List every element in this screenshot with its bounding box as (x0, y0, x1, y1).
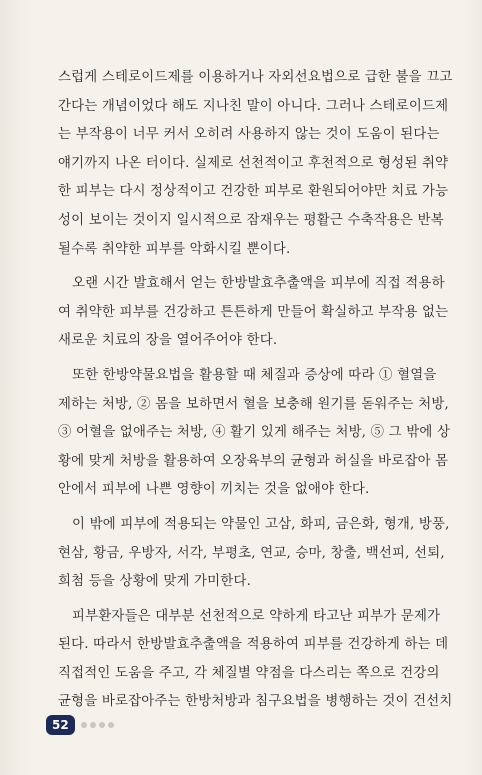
text-line: 균형을 바로잡아주는 한방처방과 침구요법을 병행하는 것이 건선치 (58, 694, 453, 710)
text-line: 한 피부는 다시 정상적이고 건강한 피부로 환원되어야만 치료 가능 (58, 184, 449, 200)
decorative-dots-icon (81, 722, 114, 728)
text-line: 여 취약한 피부를 건강하고 튼튼하게 만들어 확실하고 부작용 없는 (58, 304, 449, 320)
paragraph-5 (58, 603, 453, 717)
text-line: 희첨 등을 상황에 맞게 가미한다. (58, 574, 252, 590)
text-line: 될수록 취약한 피부를 악화시킬 뿐이다. (58, 241, 291, 257)
body-text (58, 64, 453, 723)
text-line: 스럽게 스테로이드제를 이용하거나 자외선요법으로 급한 불을 끄고 (58, 70, 453, 85)
text-line: 제하는 처방, ② 몸을 보하면서 혈을 보충해 원기를 돋워주는 처방, (58, 396, 449, 412)
text-line: 직접적인 도움을 주고, 각 체질별 약점을 다스리는 쪽으로 건강의 (58, 665, 440, 681)
text-line: ③ 어혈을 없애주는 처방, ④ 활기 있게 해주는 처방, ⑤ 그 밖에 상 (58, 425, 451, 441)
paragraph-4 (58, 511, 450, 597)
text-line: 간다는 개념이었다 해도 지나친 말이 아니다. 그러나 스테로이드제 (58, 98, 449, 114)
paragraph-3 (58, 362, 451, 505)
text-line: 이 밖에 피부에 적용되는 약물인 고삼, 화피, 금은화, 형개, 방풍, (72, 516, 450, 532)
text-line: 안에서 피부에 나쁜 영향이 끼치는 것을 없애야 한다. (58, 482, 370, 498)
text-line: 피부환자들은 대부분 선천적으로 약하게 타고난 피부가 문제가 (72, 608, 441, 624)
page-number: 52 (46, 715, 75, 735)
text-line: 현삼, 황금, 우방자, 서각, 부평초, 연교, 승마, 창출, 백선피, 선퇴, (58, 545, 445, 561)
text-line: 는 부작용이 너무 커서 오히려 사용하지 않는 것이 도움이 된다는 (58, 127, 440, 143)
text-line: 또한 한방약물요법을 활용할 때 체질과 증상에 따라 ① 혈열을 (72, 367, 437, 383)
page-footer (46, 715, 114, 735)
text-line: 새로운 치료의 장을 열어주어야 한다. (58, 333, 278, 349)
text-line: 된다. 따라서 한방발효추출액을 적용하여 피부를 건강하게 하는 데 (58, 637, 449, 653)
text-line: 얘기까지 나온 터이다. 실제로 선천적이고 후천적으로 형성된 취약 (58, 155, 449, 171)
paragraph-2 (58, 270, 449, 356)
text-line: 황에 맞게 처방을 활용하여 오장육부의 균형과 허실을 바로잡아 몸 (58, 453, 449, 469)
paragraph-1 (58, 64, 453, 264)
text-line: 오랜 시간 발효해서 얻는 한방발효추출액을 피부에 직접 적용하 (72, 276, 445, 292)
text-line: 성이 보이는 것이지 일시적으로 잠재우는 평활근 수축작용은 반복 (58, 212, 444, 228)
